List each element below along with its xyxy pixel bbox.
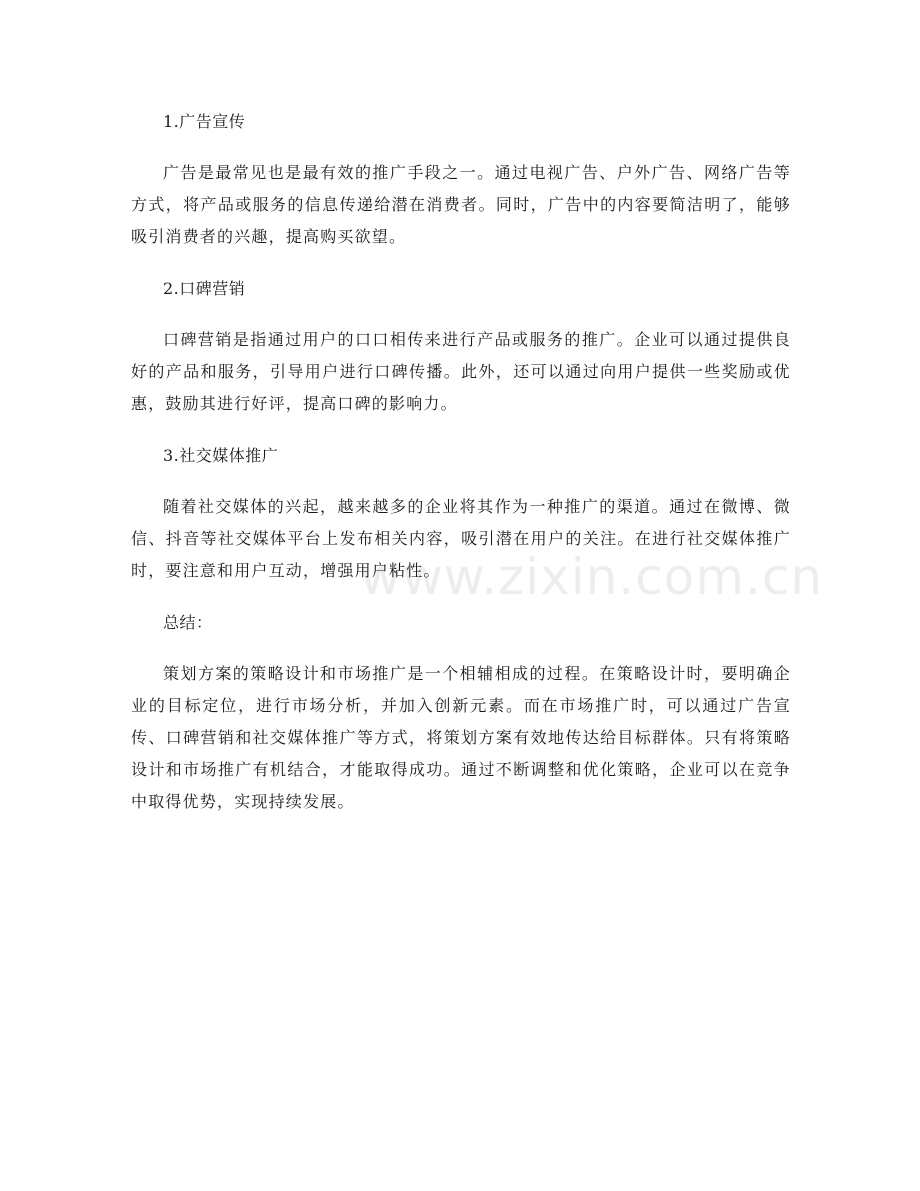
section-paragraph-summary: 策划方案的策略设计和市场推广是一个相辅相成的过程。在策略设计时，要明确企业的目标定位，进行市场分析，并加入创新元素。而在市场推广时，可以通过广告宣传、口碑营销和社交媒体推广等方式，将策划方案有效地传达给目标群体。只有将策略设计和市场推广有机结合，才能取得成功。通过不断调整和优化策略，企业可以在竞争中取得优势，实现持续发展。 <box>131 664 791 811</box>
section-paragraph-social-media: 随着社交媒体的兴起，越来越多的企业将其作为一种推广的渠道。通过在微博、微信、抖音等社交媒体平台上发布相关内容，吸引潜在用户的关注。在进行社交媒体推广时，要注意和用户互动，增强用户粘性。 <box>131 497 791 580</box>
section-heading-social-media: 3.社交媒体推广 <box>163 446 279 465</box>
watermark-text: www.zixin.com.cn <box>360 548 824 606</box>
section-heading-summary: 总结： <box>163 613 213 632</box>
section-paragraph-advertising: 广告是最常见也是最有效的推广手段之一。通过电视广告、户外广告、网络广告等方式，将产品或服务的信息传递给潜在消费者。同时，广告中的内容要简洁明了，能够吸引消费者的兴趣，提高购买欲望。 <box>131 163 791 246</box>
section-heading-advertising: 1.广告宣传 <box>163 112 246 131</box>
document-body <box>131 106 791 838</box>
section-paragraph-word-of-mouth: 口碑营销是指通过用户的口口相传来进行产品或服务的推广。企业可以通过提供良好的产品和服务，引导用户进行口碑传播。此外，还可以通过向用户提供一些奖励或优惠，鼓励其进行好评，提高口碑的影响力。 <box>131 330 791 413</box>
section-heading-word-of-mouth: 2.口碑营销 <box>163 279 246 298</box>
